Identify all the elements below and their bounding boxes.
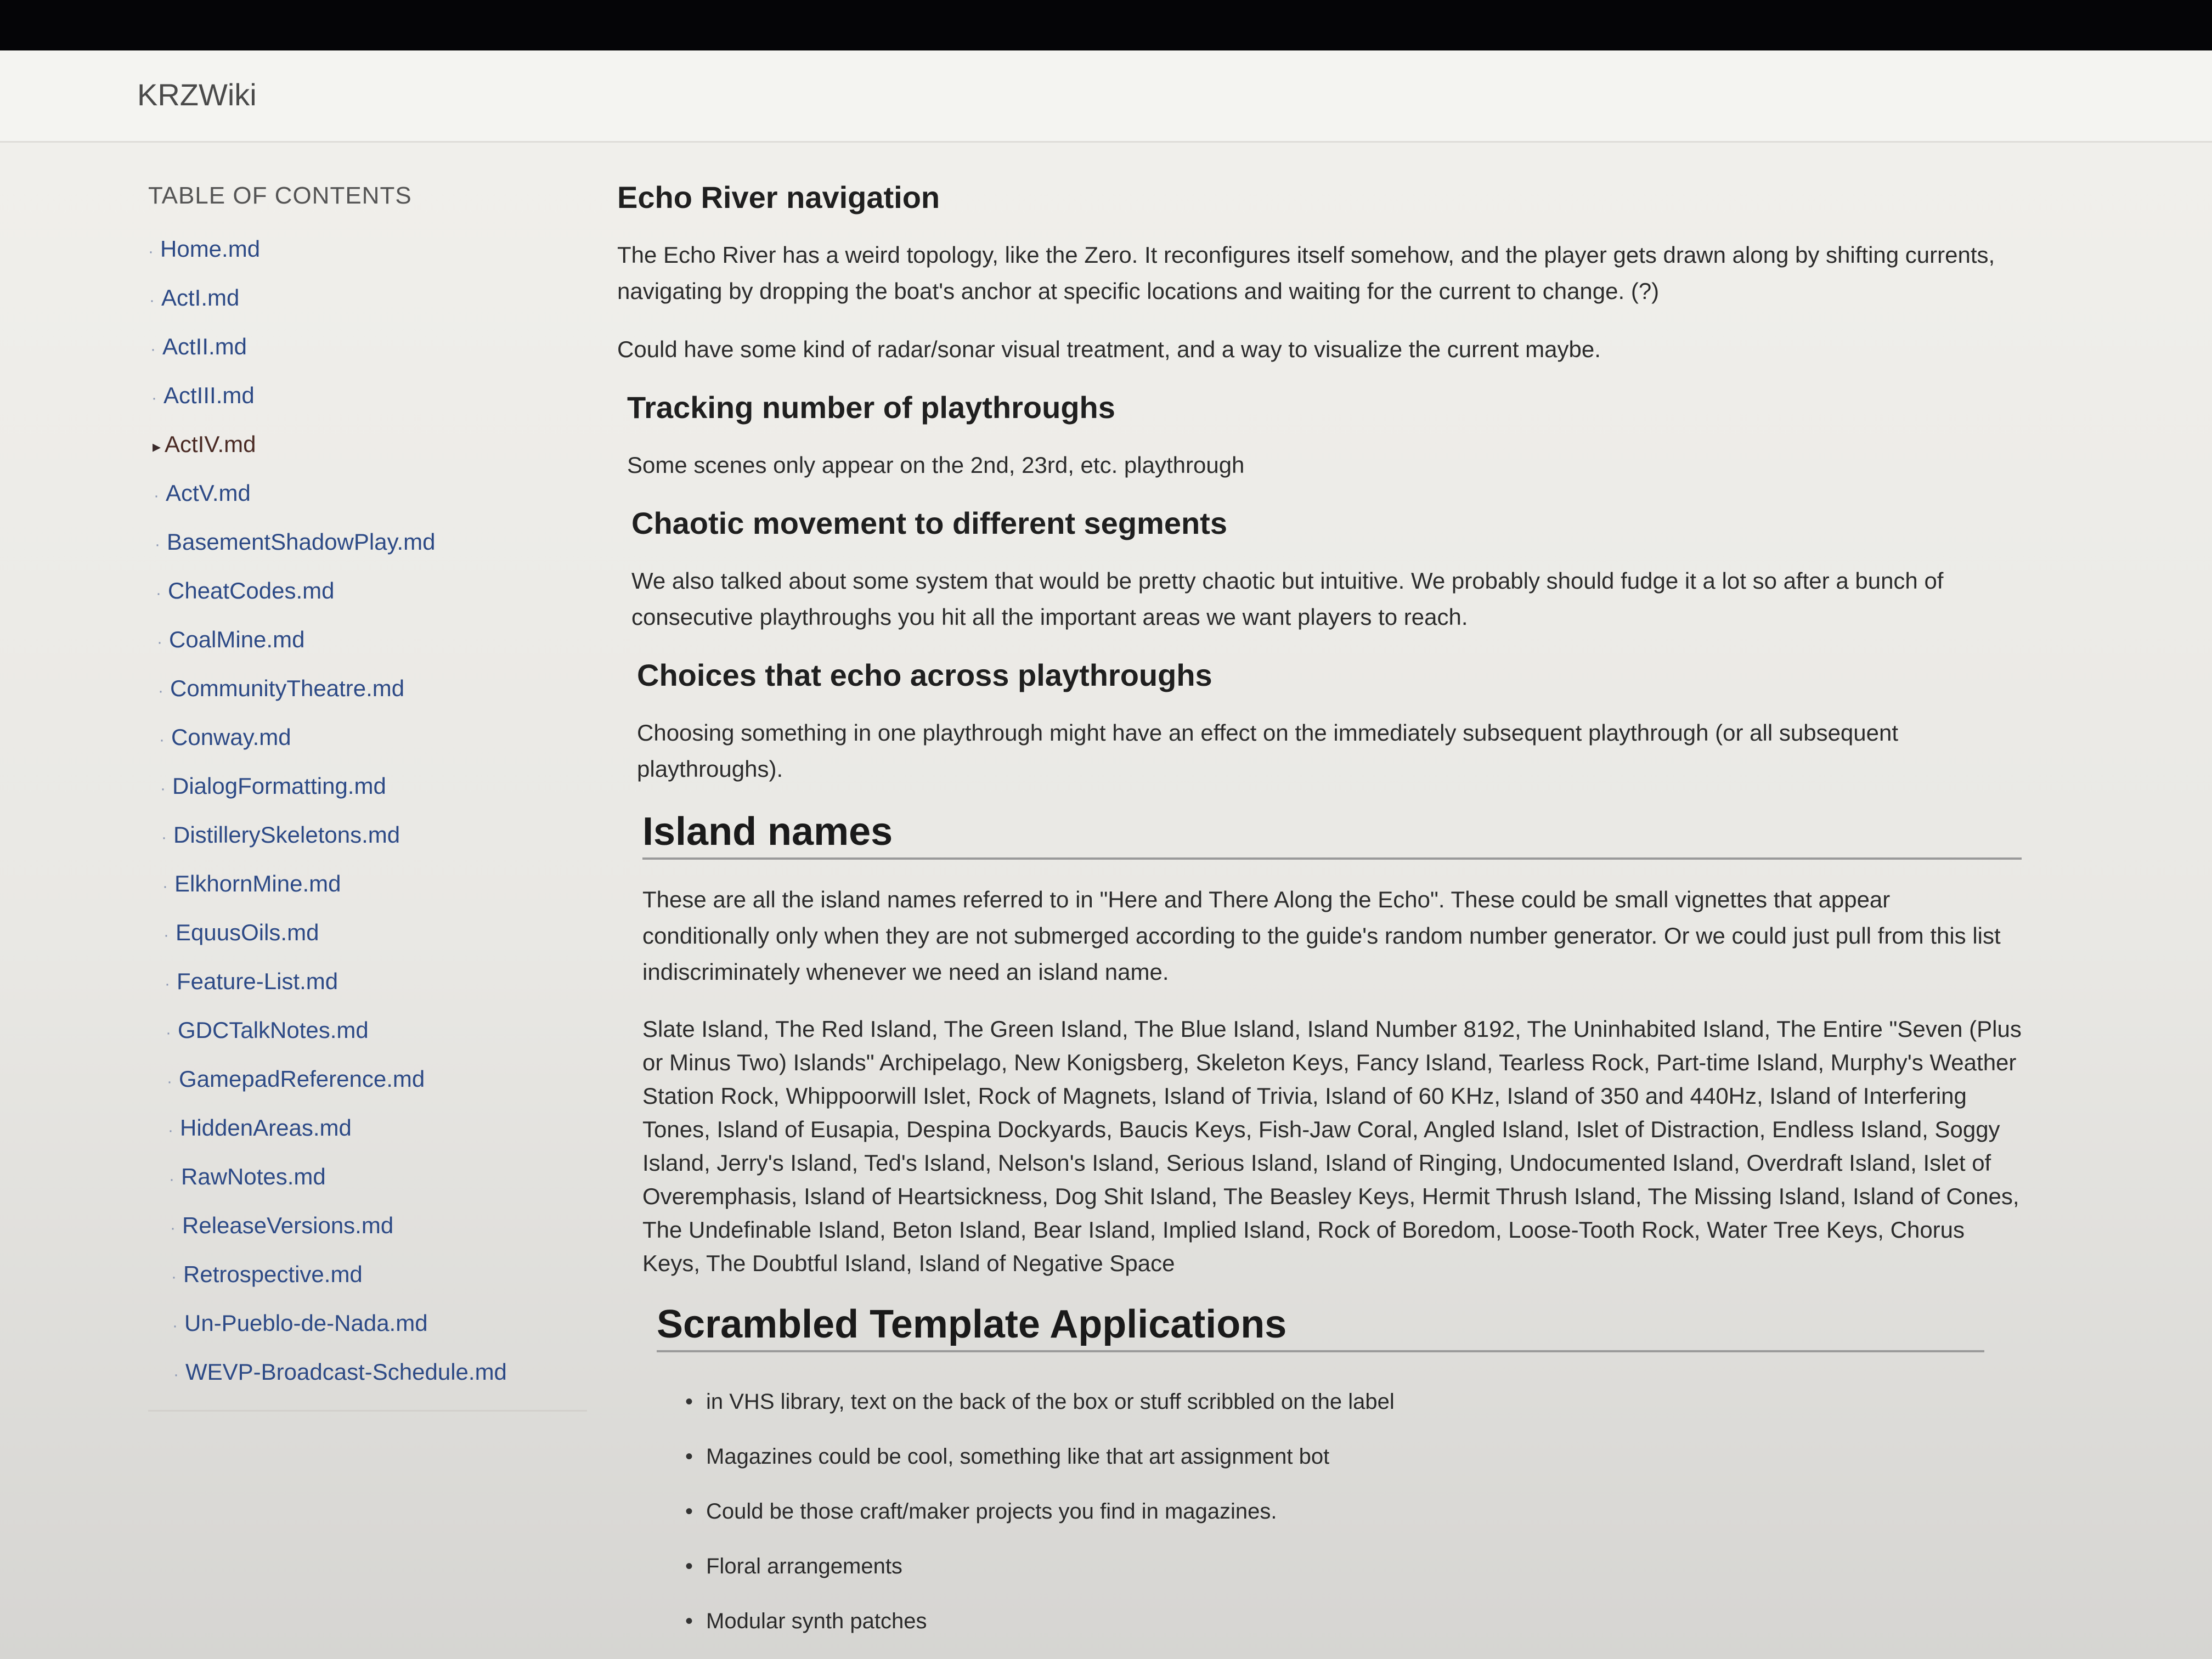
toc-item[interactable] — [148, 226, 587, 275]
bullet-icon: · — [154, 487, 159, 505]
toc-item[interactable] — [148, 910, 587, 958]
toc-item-label: ActI.md — [161, 285, 240, 311]
site-brand-link[interactable]: KRZWiki — [137, 77, 257, 112]
toc-item[interactable] — [148, 1154, 587, 1203]
toc-item-label: EquusOils.md — [176, 919, 319, 945]
toc-item-label: ActIII.md — [163, 382, 255, 408]
toc-item-label: Home.md — [160, 236, 261, 262]
monitor-bezel — [0, 0, 2212, 55]
section-tracking — [627, 390, 2022, 483]
bullet-icon: · — [155, 535, 160, 554]
toc-item[interactable] — [148, 617, 587, 665]
bullet-icon: · — [173, 1365, 179, 1384]
bullet-icon: · — [169, 1170, 174, 1188]
paragraph-islands-intro: These are all the island names referred to in "Here and There Along the Echo". These could be small vignettes that appear conditionally only when they are not submerged according to the guide's random number generator. Or we could just pull from this list indiscriminately whenever we need an island name. — [642, 887, 2001, 985]
paragraph-tracking-1: Some scenes only appear on the 2nd, 23rd, etc. playthrough — [627, 452, 1245, 478]
paragraph-islands-list: Slate Island, The Red Island, The Green Island, The Blue Island, Island Number 8192, The Uninhabited Island, The Entire "Seven (Plus or Minus Two) Islands" Archipelago, New Konigsberg, Skeleton Keys, Fancy Island, Tearless Rock, Part-time Island, Murphy's Weather Station Rock, Whippoorwill Islet, Rock of Magnets, Island of Trivia, Island of 60 KHz, Island of 350 and 440Hz, Island of Interfering Tones, Island of Eusapia, Despina Dockyards, Baucis Keys, Fish-Jaw Coral, Angled Island, Islet of Distraction, Endless Island, Soggy Island, Jerry's Island, Ted's Island, Nelson's Island, Serious Island, Island of Ringing, Undocumented Island, Overdraft Island, Islet of Overemphasis, Island of Heartsickness, Dog Shit Island, The Beasley Keys, Hermit Thrush Island, The Missing Island, Island of Cones, The Undefinable Island, Beton Island, Bear Island, Implied Island, Rock of Boredom, Loose-Tooth Rock, Water Tree Keys, Chorus Keys, The Doubtful Island, Island of Negative Space — [642, 1016, 2022, 1276]
toc-item[interactable] — [148, 763, 587, 812]
toc-item[interactable] — [148, 1349, 587, 1398]
bullet-icon: · — [151, 389, 157, 407]
heading-scrambled-templates: Scrambled Template Applications — [657, 1302, 1984, 1352]
toc-item-label: ActII.md — [162, 334, 247, 359]
toc-item-label: HiddenAreas.md — [180, 1115, 352, 1141]
toc-item-label: DistillerySkeletons.md — [173, 822, 400, 848]
section-islands — [642, 809, 2022, 1280]
toc-item[interactable] — [148, 958, 587, 1007]
heading-choices: Choices that echo across playthroughs — [637, 658, 1212, 692]
caret-right-icon: ▸ — [153, 438, 161, 456]
bullet-icon: · — [157, 633, 162, 651]
toc-item[interactable] — [148, 1203, 587, 1251]
toc-title: TABLE OF CONTENTS — [148, 182, 412, 209]
bullet-icon: · — [150, 340, 156, 358]
toc-item[interactable] — [148, 373, 587, 421]
toc-item[interactable] — [148, 519, 587, 568]
toc-item-label: DialogFormatting.md — [172, 773, 386, 799]
toc-item-label: GDCTalkNotes.md — [178, 1017, 369, 1043]
bullet-icon: · — [168, 1121, 173, 1139]
list-item: • Floral arrangements — [706, 1539, 1984, 1594]
bullet-icon: · — [162, 877, 168, 895]
toc-item-label: Un-Pueblo-de-Nada.md — [184, 1310, 428, 1336]
paragraph-choices-1: Choosing something in one playthrough might have an effect on the immediately subsequent playthrough (or all subsequent playthroughs). — [637, 720, 1899, 782]
heading-tracking: Tracking number of playthroughs — [627, 390, 1115, 425]
bullet-icon: · — [172, 1317, 178, 1335]
table-of-contents — [148, 182, 587, 1412]
toc-item[interactable] — [148, 861, 587, 910]
heading-island-names: Island names — [642, 809, 2022, 860]
bullet-icon: · — [163, 926, 169, 944]
list-item: • Magazines could be cool, something like that art assignment bot — [706, 1429, 1984, 1484]
bullet-icon: · — [167, 1073, 172, 1091]
toc-item[interactable] — [148, 1007, 587, 1056]
toc-item-label: GamepadReference.md — [179, 1066, 425, 1092]
toc-item-label: Retrospective.md — [183, 1261, 363, 1287]
toc-item[interactable] — [148, 665, 587, 714]
heading-echo-river: Echo River navigation — [617, 180, 940, 215]
toc-item-label: ActIV.md — [165, 431, 256, 457]
bullet-icon: · — [161, 828, 167, 847]
toc-item-label: ReleaseVersions.md — [182, 1212, 394, 1238]
bullet-icon: · — [171, 1268, 177, 1286]
browser-viewport — [0, 50, 2212, 1659]
toc-item-label: CommunityTheatre.md — [170, 675, 405, 701]
bullet-icon: · — [165, 975, 170, 993]
toc-item-label: WEVP-Broadcast-Schedule.md — [185, 1359, 507, 1385]
bullet-icon: · — [149, 291, 155, 309]
toc-item-label: ElkhornMine.md — [174, 871, 341, 896]
paragraph-chaotic-1: We also talked about some system that would be pretty chaotic but intuitive. We probably should fudge it a lot so after a bunch of consecutive playthroughs you hit all the important areas we want players to reach. — [631, 568, 1944, 630]
toc-item-label: CheatCodes.md — [168, 578, 335, 603]
toc-item-label: ActV.md — [166, 480, 251, 506]
toc-item[interactable] — [148, 1251, 587, 1300]
scrambled-bullet-list — [657, 1374, 1984, 1649]
section-chaotic — [631, 505, 2022, 635]
top-navbar — [0, 50, 2212, 143]
bullet-icon: · — [156, 584, 161, 602]
toc-item[interactable] — [148, 1105, 587, 1154]
toc-item-label: RawNotes.md — [181, 1164, 326, 1189]
toc-item-label: Conway.md — [171, 724, 291, 750]
toc-item[interactable] — [148, 470, 587, 519]
bullet-icon: · — [148, 242, 154, 261]
bullet-icon: · — [158, 682, 163, 700]
toc-item[interactable] — [148, 812, 587, 861]
toc-item-label: Feature-List.md — [177, 968, 338, 994]
paragraph-echo-river-1: The Echo River has a weird topology, like the Zero. It reconfigures itself somehow, and the player gets drawn along by shifting currents, navigating by dropping the boat's anchor at specific locations and waiting for the current to change. (?) — [617, 242, 1995, 304]
toc-item-label: CoalMine.md — [169, 627, 305, 652]
list-item: • in VHS library, text on the back of the box or stuff scribbled on the label — [706, 1374, 1984, 1429]
toc-item-label: BasementShadowPlay.md — [167, 529, 436, 555]
section-choices — [637, 657, 2022, 787]
section-scrambled — [657, 1302, 1984, 1649]
heading-chaotic: Chaotic movement to different segments — [631, 506, 1227, 540]
section-echo-river — [617, 179, 2022, 368]
list-item: • Modular synth patches — [706, 1594, 1984, 1649]
list-item: • Could be those craft/maker projects you find in magazines. — [706, 1484, 1984, 1539]
toc-item[interactable] — [148, 1300, 587, 1349]
toc-item[interactable] — [148, 568, 587, 617]
toc-item[interactable] — [148, 1056, 587, 1105]
paragraph-echo-river-2: Could have some kind of radar/sonar visual treatment, and a way to visualize the current maybe. — [617, 336, 1601, 362]
toc-item[interactable] — [148, 421, 587, 470]
bullet-icon: · — [166, 1024, 171, 1042]
bullet-icon: · — [160, 780, 166, 798]
bullet-icon: · — [170, 1219, 176, 1237]
toc-item[interactable] — [148, 275, 587, 324]
toc-item[interactable] — [148, 714, 587, 763]
main-content — [617, 179, 2022, 1649]
toc-item[interactable] — [148, 324, 587, 373]
bullet-icon: · — [159, 731, 165, 749]
toc-list — [148, 226, 587, 1412]
